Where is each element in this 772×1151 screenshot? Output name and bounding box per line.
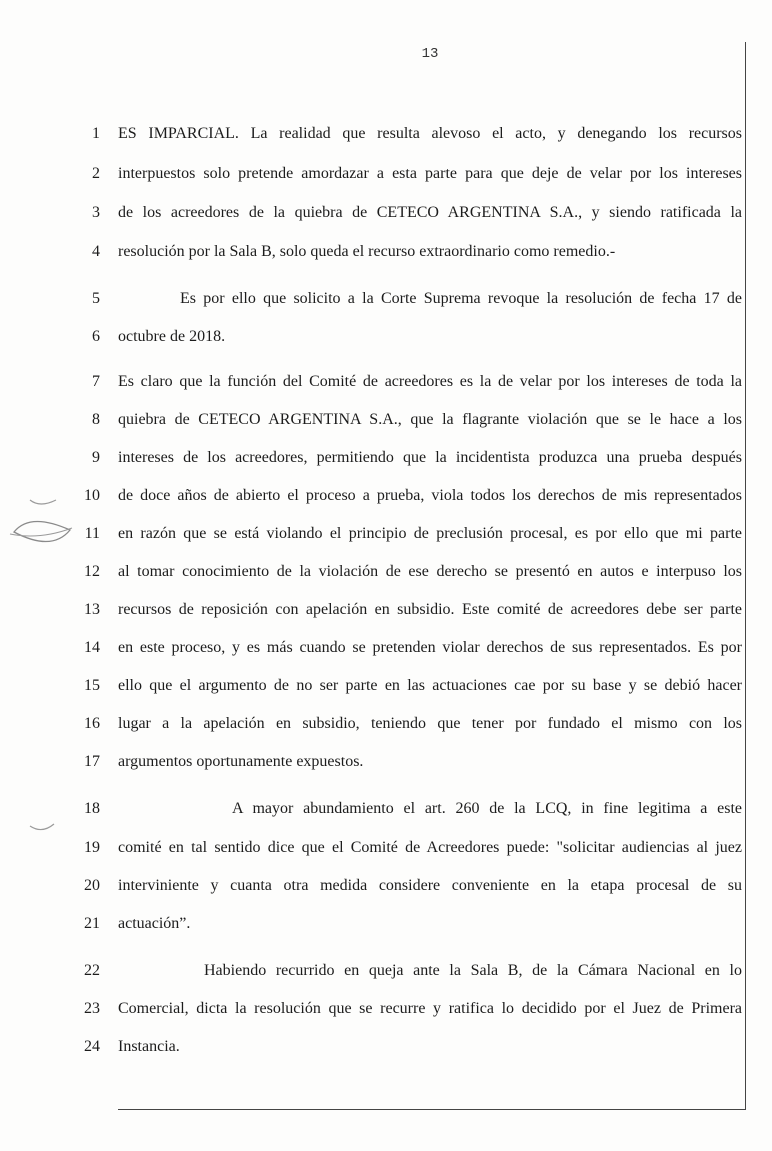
line-number: 19 <box>84 839 100 856</box>
text-line: Es por ello que solicito a la Corte Suprema revoque la resolución de fecha 17 de <box>180 290 742 307</box>
text-line: en este proceso, y es más cuando se pretenden violar derechos de sus representados. Es por <box>118 639 742 656</box>
text-line: lugar a la apelación en subsidio, teniendo que tener por fundado el mismo con los <box>118 715 742 732</box>
line-number: 12 <box>84 563 100 580</box>
text-line: Habiendo recurrido en queja ante la Sala B, de la Cámara Nacional en lo <box>204 962 742 979</box>
page-number: 13 <box>421 46 439 62</box>
line-number: 21 <box>84 915 100 932</box>
text-line: intereses de los acreedores, permitiendo que la incidentista produzca una prueba después <box>118 449 742 466</box>
text-line: recursos de reposición con apelación en subsidio. Este comité de acreedores debe ser parte <box>118 601 742 618</box>
line-number: 16 <box>84 715 100 732</box>
text-line: actuación”. <box>118 915 191 932</box>
bottom-rule <box>118 1109 746 1110</box>
line-number: 4 <box>92 243 100 260</box>
line-number: 2 <box>92 165 100 182</box>
line-number: 17 <box>84 753 100 770</box>
line-number: 7 <box>92 373 100 390</box>
text-line: interpuestos solo pretende amordazar a esta parte para que deje de velar por los intereses <box>118 165 742 182</box>
line-number: 3 <box>92 204 100 221</box>
text-line: en razón que se está violando el principio de preclusión procesal, es por ello que mi parte <box>118 525 742 542</box>
text-line: Es claro que la función del Comité de acreedores es la de velar por los intereses de toda la <box>118 373 742 390</box>
line-number: 18 <box>84 800 100 817</box>
text-line: octubre de 2018. <box>118 328 226 345</box>
text-line: argumentos oportunamente expuestos. <box>118 753 364 770</box>
text-line: Instancia. <box>118 1038 180 1055</box>
line-number: 15 <box>84 677 100 694</box>
text-line: ello que el argumento de no ser parte en las actuaciones cae por su base y se debió hacer <box>118 677 742 694</box>
line-number: 14 <box>84 639 100 656</box>
line-number: 24 <box>84 1038 100 1055</box>
text-line: Comercial, dicta la resolución que se recurre y ratifica lo decidido por el Juez de Primera <box>118 1000 742 1017</box>
line-number: 20 <box>84 877 100 894</box>
line-number: 1 <box>92 125 100 142</box>
line-number: 6 <box>92 328 100 345</box>
text-line: comité en tal sentido dice que el Comité de Acreedores puede: "solicitar audiencias al juez <box>118 839 742 856</box>
right-margin-line <box>745 42 746 1110</box>
line-number: 9 <box>92 449 100 466</box>
text-line: al tomar conocimiento de la violación de ese derecho se presentó en autos e interpuso los <box>118 563 742 580</box>
text-line: de doce años de abierto el proceso a prueba, viola todos los derechos de mis representados <box>118 487 742 504</box>
text-line: quiebra de CETECO ARGENTINA S.A., que la flagrante violación que se le hace a los <box>118 411 742 428</box>
line-number: 5 <box>92 290 100 307</box>
line-number: 8 <box>92 411 100 428</box>
text-line: resolución por la Sala B, solo queda el recurso extraordinario como remedio.- <box>118 243 616 260</box>
line-number: 11 <box>84 525 100 542</box>
line-number: 10 <box>84 487 100 504</box>
text-line: ES IMPARCIAL. La realidad que resulta alevoso el acto, y denegando los recursos <box>118 125 742 142</box>
line-number: 13 <box>84 601 100 618</box>
text-line: A mayor abundamiento el art. 260 de la LCQ, in fine legitima a este <box>232 800 742 817</box>
line-number: 23 <box>84 1000 100 1017</box>
line-number: 22 <box>84 962 100 979</box>
text-line: interviniente y cuanta otra medida considere conveniente en la etapa procesal de su <box>118 877 742 894</box>
text-line: de los acreedores de la quiebra de CETECO ARGENTINA S.A., y siendo ratificada la <box>118 204 742 221</box>
